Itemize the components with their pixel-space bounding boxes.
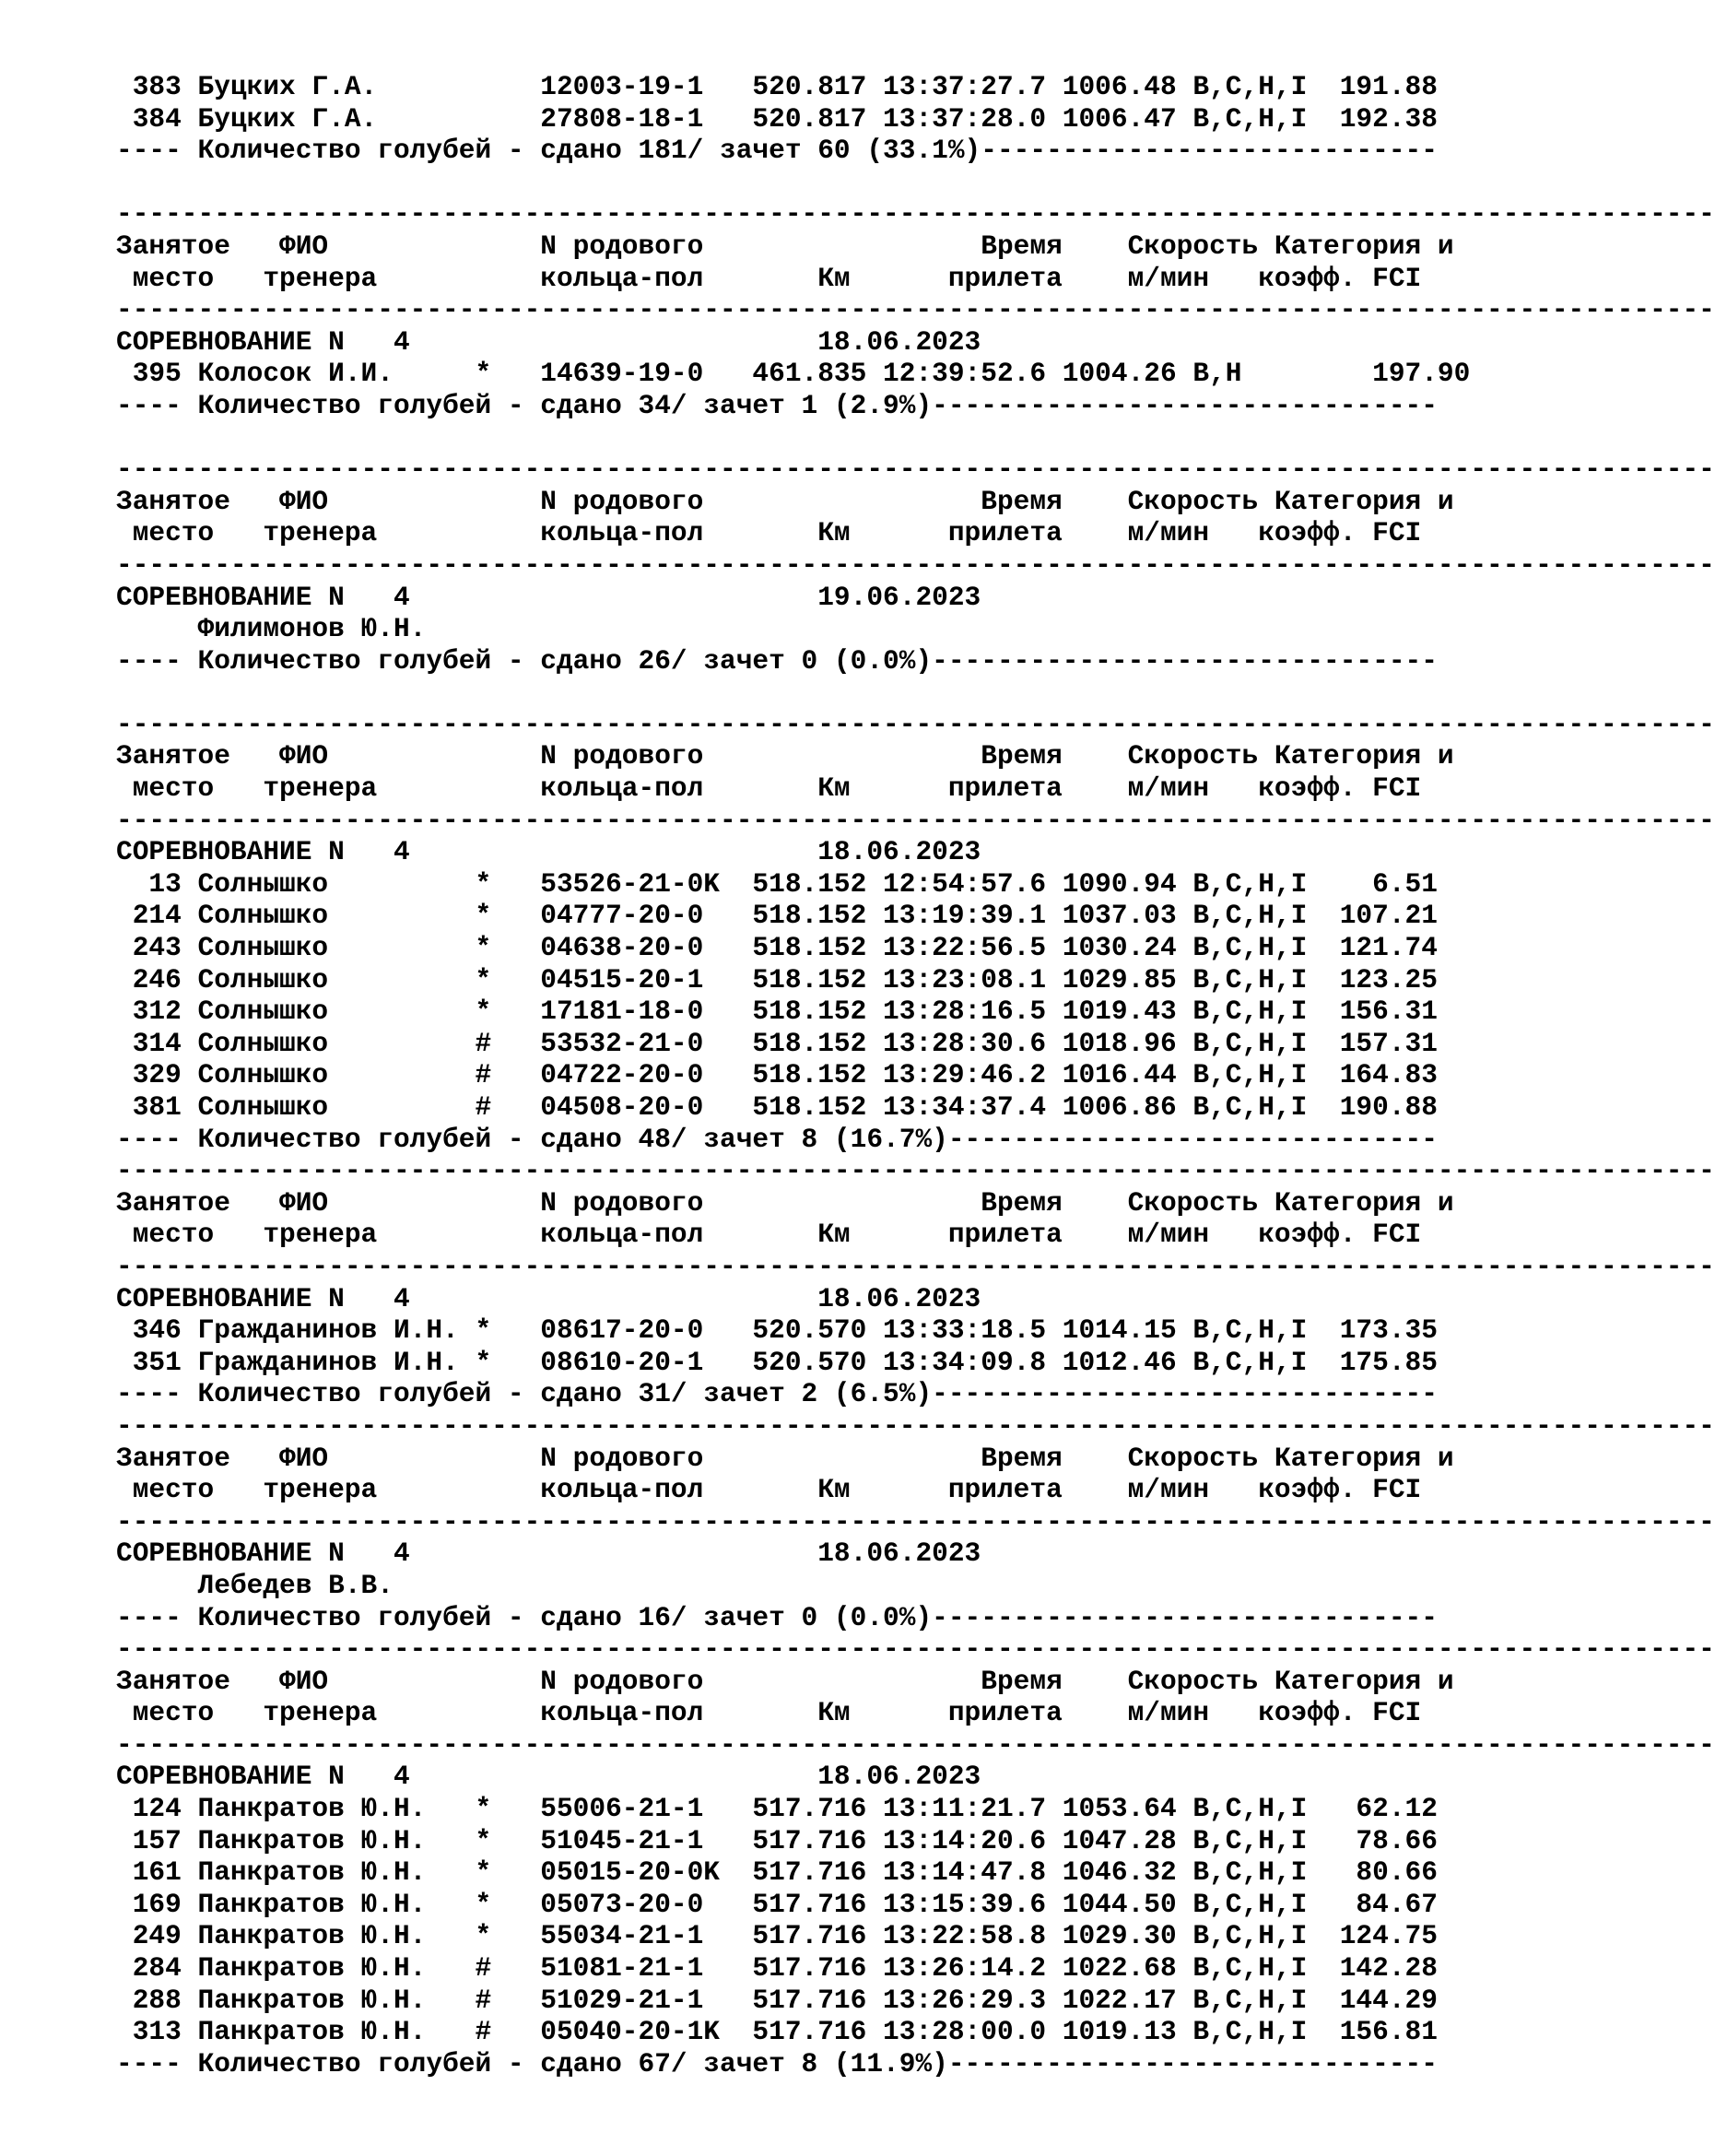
divider-line: -------------------------------------------------------------------------------------------------- bbox=[116, 1728, 1715, 1761]
result-row: Филимонов Ю.Н. bbox=[116, 613, 427, 645]
header-row-1: Занятое ФИО N родового Время Скорость Категория и bbox=[116, 230, 1454, 262]
header-row-2: место тренера кольца-пол Км прилета м/мин коэфф. FCI bbox=[116, 772, 1422, 805]
result-row: 214 Солнышко * 04777-20-0 518.152 13:19:39.1 1037.03 B,C,H,I 107.21 bbox=[116, 900, 1438, 932]
competition-line: СОРЕВНОВАНИЕ N 4 18.06.2023 bbox=[116, 1761, 981, 1793]
header-row-2: место тренера кольца-пол Км прилета м/мин коэфф. FCI bbox=[116, 1697, 1422, 1729]
header-row-2: место тренера кольца-пол Км прилета м/мин коэфф. FCI bbox=[116, 1219, 1422, 1251]
blank-line bbox=[116, 422, 1715, 454]
divider-line: -------------------------------------------------------------------------------------------------- bbox=[116, 1409, 1715, 1442]
header-row-1: Занятое ФИО N родового Время Скорость Категория и bbox=[116, 740, 1454, 772]
result-row: 314 Солнышко # 53532-21-0 518.152 13:28:30.6 1018.96 B,C,H,I 157.31 bbox=[116, 1027, 1438, 1059]
competition-line: СОРЕВНОВАНИЕ N 4 18.06.2023 bbox=[116, 1537, 981, 1570]
result-row: 395 Колосок И.И. * 14639-19-0 461.835 12:39:52.6 1004.26 B,H 197.90 bbox=[116, 358, 1471, 390]
divider-line: -------------------------------------------------------------------------------------------------- bbox=[116, 548, 1715, 581]
result-row: 313 Панкратов Ю.Н. # 05040-20-1K 517.716 13:28:00.0 1019.13 B,C,H,I 156.81 bbox=[116, 2016, 1438, 2048]
result-row: 169 Панкратов Ю.Н. * 05073-20-0 517.716 13:15:39.6 1044.50 B,C,H,I 84.67 bbox=[116, 1888, 1438, 1920]
result-row: 351 Гражданинов И.Н. * 08610-20-1 520.570 13:34:09.8 1012.46 B,C,H,I 175.85 bbox=[116, 1346, 1438, 1378]
header-row-1: Занятое ФИО N родового Время Скорость Категория и bbox=[116, 1442, 1454, 1474]
summary-line: ---- Количество голубей - сдано 181/ зачет 60 (33.1%)---------------------------- bbox=[116, 135, 1438, 167]
result-row: 243 Солнышко * 04638-20-0 518.152 13:22:56.5 1030.24 B,C,H,I 121.74 bbox=[116, 932, 1438, 964]
header-row-2: место тренера кольца-пол Км прилета м/мин коэфф. FCI bbox=[116, 1474, 1422, 1506]
result-row: 13 Солнышко * 53526-21-0K 518.152 12:54:57.6 1090.94 B,C,H,I 6.51 bbox=[116, 867, 1438, 900]
header-row-2: место тренера кольца-пол Км прилета м/мин коэфф. FCI bbox=[116, 517, 1422, 549]
result-row: Лебедев В.В. bbox=[116, 1569, 394, 1601]
competition-line: СОРЕВНОВАНИЕ N 4 19.06.2023 bbox=[116, 581, 981, 613]
divider-line: -------------------------------------------------------------------------------------------------- bbox=[116, 454, 1715, 486]
summary-line: ---- Количество голубей - сдано 16/ зачет 0 (0.0%)------------------------------- bbox=[116, 1601, 1438, 1633]
result-row: 329 Солнышко # 04722-20-0 518.152 13:29:46.2 1016.44 B,C,H,I 164.83 bbox=[116, 1059, 1438, 1091]
divider-line: -------------------------------------------------------------------------------------------------- bbox=[116, 1633, 1715, 1666]
result-row: 284 Панкратов Ю.Н. # 51081-21-1 517.716 13:26:14.2 1022.68 B,C,H,I 142.28 bbox=[116, 1952, 1438, 1985]
summary-line: ---- Количество голубей - сдано 26/ зачет 0 (0.0%)------------------------------- bbox=[116, 644, 1438, 677]
divider-line: -------------------------------------------------------------------------------------------------- bbox=[116, 708, 1715, 740]
result-row: 384 Буцких Г.А. 27808-18-1 520.817 13:37:28.0 1006.47 B,C,H,I 192.38 bbox=[116, 102, 1438, 135]
result-row: 161 Панкратов Ю.Н. * 05015-20-0K 517.716 13:14:47.8 1046.32 B,C,H,I 80.66 bbox=[116, 1856, 1438, 1889]
blank-line bbox=[116, 677, 1715, 709]
result-row: 346 Гражданинов И.Н. * 08617-20-0 520.570 13:33:18.5 1014.15 B,C,H,I 173.35 bbox=[116, 1314, 1438, 1347]
result-row: 383 Буцких Г.А. 12003-19-1 520.817 13:37:27.7 1006.48 B,C,H,I 191.88 bbox=[116, 71, 1438, 102]
blank-line bbox=[116, 167, 1715, 199]
competition-line: СОРЕВНОВАНИЕ N 4 18.06.2023 bbox=[116, 836, 981, 868]
divider-line: -------------------------------------------------------------------------------------------------- bbox=[116, 1155, 1715, 1187]
result-row: 124 Панкратов Ю.Н. * 55006-21-1 517.716 13:11:21.7 1053.64 B,C,H,I 62.12 bbox=[116, 1793, 1438, 1825]
result-row: 157 Панкратов Ю.Н. * 51045-21-1 517.716 13:14:20.6 1047.28 B,C,H,I 78.66 bbox=[116, 1824, 1438, 1856]
summary-line: ---- Количество голубей - сдано 67/ зачет 8 (11.9%)------------------------------ bbox=[116, 2047, 1438, 2079]
divider-line: -------------------------------------------------------------------------------------------------- bbox=[116, 804, 1715, 836]
header-row-1: Занятое ФИО N родового Время Скорость Категория и bbox=[116, 485, 1454, 517]
summary-line: ---- Количество голубей - сдано 34/ зачет 1 (2.9%)------------------------------- bbox=[116, 389, 1438, 421]
summary-line: ---- Количество голубей - сдано 31/ зачет 2 (6.5%)------------------------------- bbox=[116, 1378, 1438, 1410]
divider-line: -------------------------------------------------------------------------------------------------- bbox=[116, 1505, 1715, 1537]
header-row-1: Занятое ФИО N родового Время Скорость Категория и bbox=[116, 1186, 1454, 1219]
result-row: 246 Солнышко * 04515-20-1 518.152 13:23:08.1 1029.85 B,C,H,I 123.25 bbox=[116, 963, 1438, 996]
result-row: 381 Солнышко # 04508-20-0 518.152 13:34:37.4 1006.86 B,C,H,I 190.88 bbox=[116, 1091, 1438, 1123]
competition-line: СОРЕВНОВАНИЕ N 4 18.06.2023 bbox=[116, 1282, 981, 1314]
divider-line: -------------------------------------------------------------------------------------------------- bbox=[116, 1250, 1715, 1282]
header-row-1: Занятое ФИО N родового Время Скорость Категория и bbox=[116, 1665, 1454, 1697]
competition-line: СОРЕВНОВАНИЕ N 4 18.06.2023 bbox=[116, 325, 981, 358]
divider-line: -------------------------------------------------------------------------------------------------- bbox=[116, 294, 1715, 326]
result-row: 312 Солнышко * 17181-18-0 518.152 13:28:16.5 1019.43 B,C,H,I 156.31 bbox=[116, 996, 1438, 1028]
divider-line: -------------------------------------------------------------------------------------------------- bbox=[116, 198, 1715, 230]
results-document bbox=[116, 71, 1715, 2079]
result-row: 249 Панкратов Ю.Н. * 55034-21-1 517.716 13:22:58.8 1029.30 B,C,H,I 124.75 bbox=[116, 1920, 1438, 1952]
result-row: 288 Панкратов Ю.Н. # 51029-21-1 517.716 13:26:29.3 1022.17 B,C,H,I 144.29 bbox=[116, 1984, 1438, 2016]
header-row-2: место тренера кольца-пол Км прилета м/мин коэфф. FCI bbox=[116, 262, 1422, 294]
summary-line: ---- Количество голубей - сдано 48/ зачет 8 (16.7%)------------------------------ bbox=[116, 1123, 1438, 1155]
